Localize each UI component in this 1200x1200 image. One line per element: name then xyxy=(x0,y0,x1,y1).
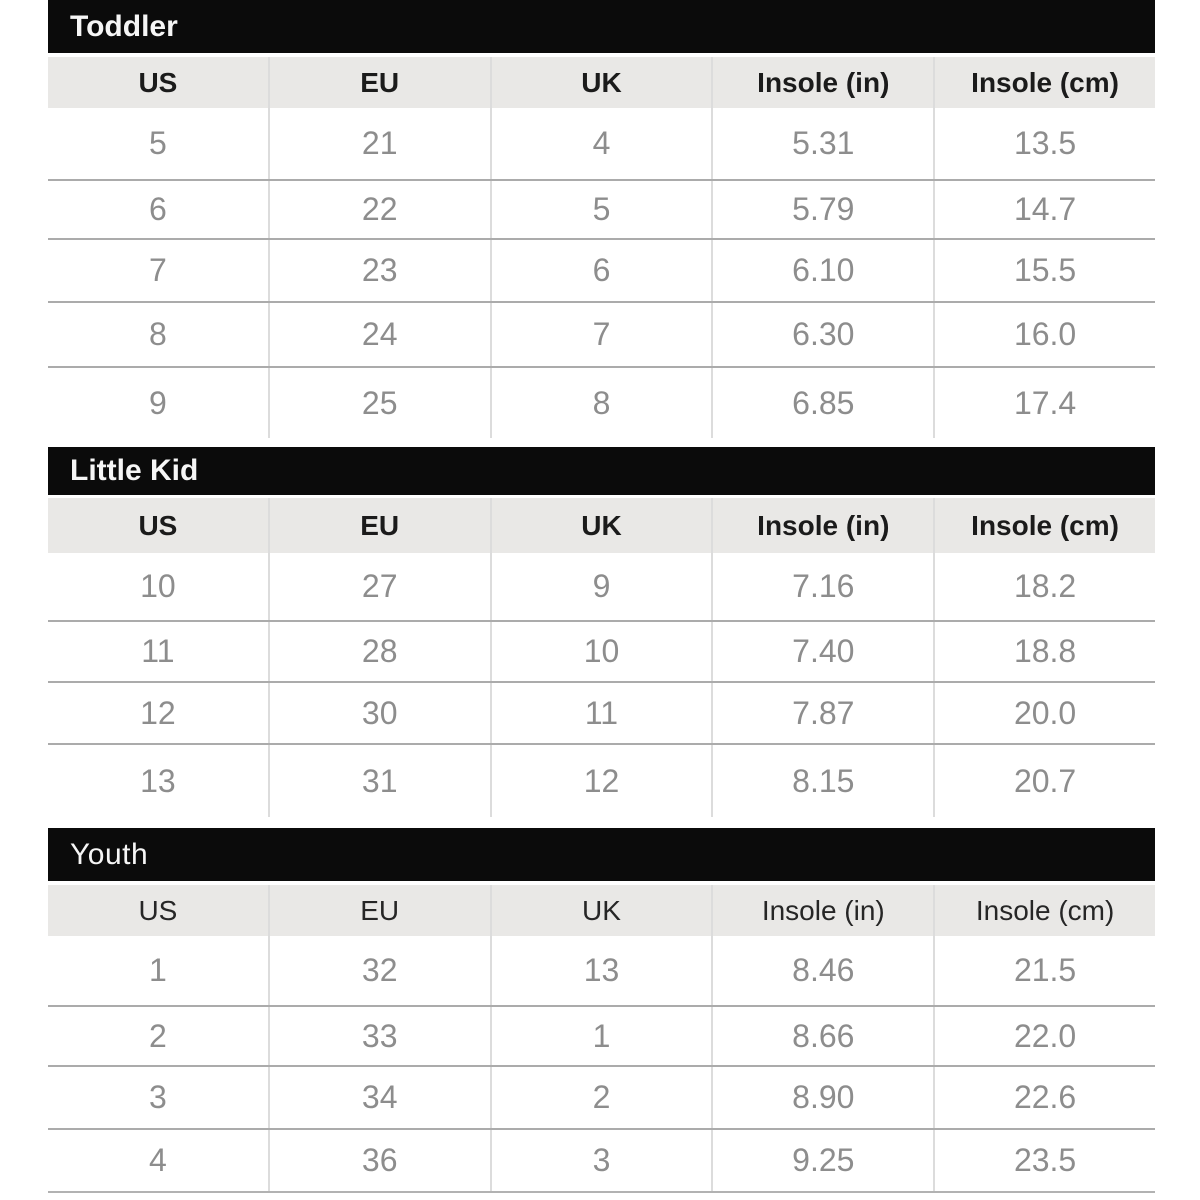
table-cell-eu: 34 xyxy=(268,1067,490,1128)
column-header-insole-cm: Insole (cm) xyxy=(933,885,1155,936)
table-cell-insole-in: 6.85 xyxy=(711,368,933,438)
table-cell-us: 4 xyxy=(149,1142,167,1178)
table-row xyxy=(48,620,1155,681)
table-cell-insole-in: 9.25 xyxy=(711,1130,933,1191)
table-cell-uk: 4 xyxy=(490,108,712,179)
table-row xyxy=(48,108,1155,179)
column-header-us: US xyxy=(138,509,178,541)
table-body xyxy=(48,553,1155,817)
table-cell-uk: 8 xyxy=(490,368,712,438)
table-cell-us: 12 xyxy=(140,694,176,731)
table-cell-eu: 30 xyxy=(268,683,490,743)
column-header-us: US xyxy=(138,66,178,98)
table-header-row xyxy=(48,885,1155,936)
table-cell-eu: 21 xyxy=(268,108,490,179)
table-cell-eu: 22 xyxy=(268,181,490,238)
table-cell-uk: 2 xyxy=(490,1067,712,1128)
section-title: Youth xyxy=(70,837,149,871)
table-cell-eu: 28 xyxy=(268,622,490,681)
table-cell-eu: 23 xyxy=(268,240,490,301)
column-header-insole-in: Insole (in) xyxy=(711,498,933,553)
table-cell-us: 10 xyxy=(140,568,176,604)
table-header-row xyxy=(48,498,1155,553)
column-header-eu: EU xyxy=(268,57,490,108)
table-cell-us: 2 xyxy=(149,1017,167,1054)
table-cell-insole-cm: 17.4 xyxy=(933,368,1155,438)
table-cell-insole-in: 5.31 xyxy=(711,108,933,179)
table-cell-insole-in: 8.46 xyxy=(711,936,933,1005)
table-cell-insole-in: 6.30 xyxy=(711,303,933,366)
column-header-insole-cm: Insole (cm) xyxy=(933,498,1155,553)
column-header-insole-in: Insole (in) xyxy=(711,885,933,936)
table-row xyxy=(48,238,1155,301)
table-header-row xyxy=(48,57,1155,108)
table-cell-uk: 9 xyxy=(490,553,712,620)
table-cell-insole-in: 5.79 xyxy=(711,181,933,238)
table-cell-us: 7 xyxy=(149,252,167,288)
table-cell-uk: 6 xyxy=(490,240,712,301)
table-row xyxy=(48,301,1155,366)
table-cell-eu: 27 xyxy=(268,553,490,620)
table-cell-eu: 31 xyxy=(268,745,490,817)
table-cell-us: 3 xyxy=(149,1079,167,1115)
section-title: Toddler xyxy=(70,9,178,43)
shoe-size-chart xyxy=(48,0,1155,1193)
column-header-insole-in: Insole (in) xyxy=(711,57,933,108)
table-row xyxy=(48,553,1155,620)
table-cell-insole-in: 7.16 xyxy=(711,553,933,620)
table-cell-insole-in: 7.87 xyxy=(711,683,933,743)
section-toddler xyxy=(48,0,1155,438)
table-cell-uk: 12 xyxy=(490,745,712,817)
table-cell-uk: 7 xyxy=(490,303,712,366)
table-cell-insole-cm: 22.6 xyxy=(933,1067,1155,1128)
table-row xyxy=(48,1005,1155,1065)
table-cell-insole-cm: 14.7 xyxy=(933,181,1155,238)
table-cell-insole-in: 7.40 xyxy=(711,622,933,681)
section-title: Little Kid xyxy=(70,454,199,487)
table-cell-insole-cm: 23.5 xyxy=(933,1130,1155,1191)
table-cell-uk: 11 xyxy=(490,683,712,743)
table-row xyxy=(48,681,1155,743)
table-cell-us: 8 xyxy=(149,316,167,352)
column-header-uk: UK xyxy=(490,498,712,553)
table-row xyxy=(48,743,1155,817)
table-body xyxy=(48,108,1155,438)
section-title-bar xyxy=(48,828,1155,881)
column-header-uk: UK xyxy=(490,885,712,936)
table-cell-insole-cm: 13.5 xyxy=(933,108,1155,179)
table-cell-insole-cm: 21.5 xyxy=(933,936,1155,1005)
table-cell-us: 1 xyxy=(149,952,167,988)
table-cell-us: 13 xyxy=(140,762,176,799)
table-row xyxy=(48,1128,1155,1191)
column-header-eu: EU xyxy=(268,885,490,936)
table-cell-uk: 10 xyxy=(490,622,712,681)
table-body xyxy=(48,936,1155,1193)
table-cell-insole-cm: 20.7 xyxy=(933,745,1155,817)
section-title-bar xyxy=(48,447,1155,495)
table-cell-uk: 5 xyxy=(490,181,712,238)
table-cell-us: 9 xyxy=(149,384,167,421)
table-cell-insole-in: 8.15 xyxy=(711,745,933,817)
column-header-insole-cm: Insole (cm) xyxy=(933,57,1155,108)
table-row xyxy=(48,366,1155,438)
table-cell-uk: 3 xyxy=(490,1130,712,1191)
column-header-us: US xyxy=(138,894,178,926)
column-header-eu: EU xyxy=(268,498,490,553)
table-cell-insole-in: 8.66 xyxy=(711,1007,933,1065)
table-cell-eu: 32 xyxy=(268,936,490,1005)
section-little-kid xyxy=(48,447,1155,817)
table-row xyxy=(48,1065,1155,1128)
section-youth xyxy=(48,828,1155,1193)
table-cell-us: 5 xyxy=(149,125,167,161)
table-row xyxy=(48,936,1155,1005)
table-cell-us: 6 xyxy=(149,191,167,227)
table-row xyxy=(48,179,1155,238)
table-cell-insole-in: 8.90 xyxy=(711,1067,933,1128)
table-cell-insole-in: 6.10 xyxy=(711,240,933,301)
table-cell-eu: 25 xyxy=(268,368,490,438)
table-cell-uk: 1 xyxy=(490,1007,712,1065)
table-cell-insole-cm: 18.8 xyxy=(933,622,1155,681)
table-cell-insole-cm: 22.0 xyxy=(933,1007,1155,1065)
table-cell-eu: 33 xyxy=(268,1007,490,1065)
section-title-bar xyxy=(48,0,1155,53)
table-cell-insole-cm: 16.0 xyxy=(933,303,1155,366)
table-cell-insole-cm: 20.0 xyxy=(933,683,1155,743)
table-cell-eu: 24 xyxy=(268,303,490,366)
table-cell-insole-cm: 18.2 xyxy=(933,553,1155,620)
column-header-uk: UK xyxy=(490,57,712,108)
table-cell-uk: 13 xyxy=(490,936,712,1005)
table-cell-us: 11 xyxy=(141,633,175,669)
table-cell-eu: 36 xyxy=(268,1130,490,1191)
table-cell-insole-cm: 15.5 xyxy=(933,240,1155,301)
